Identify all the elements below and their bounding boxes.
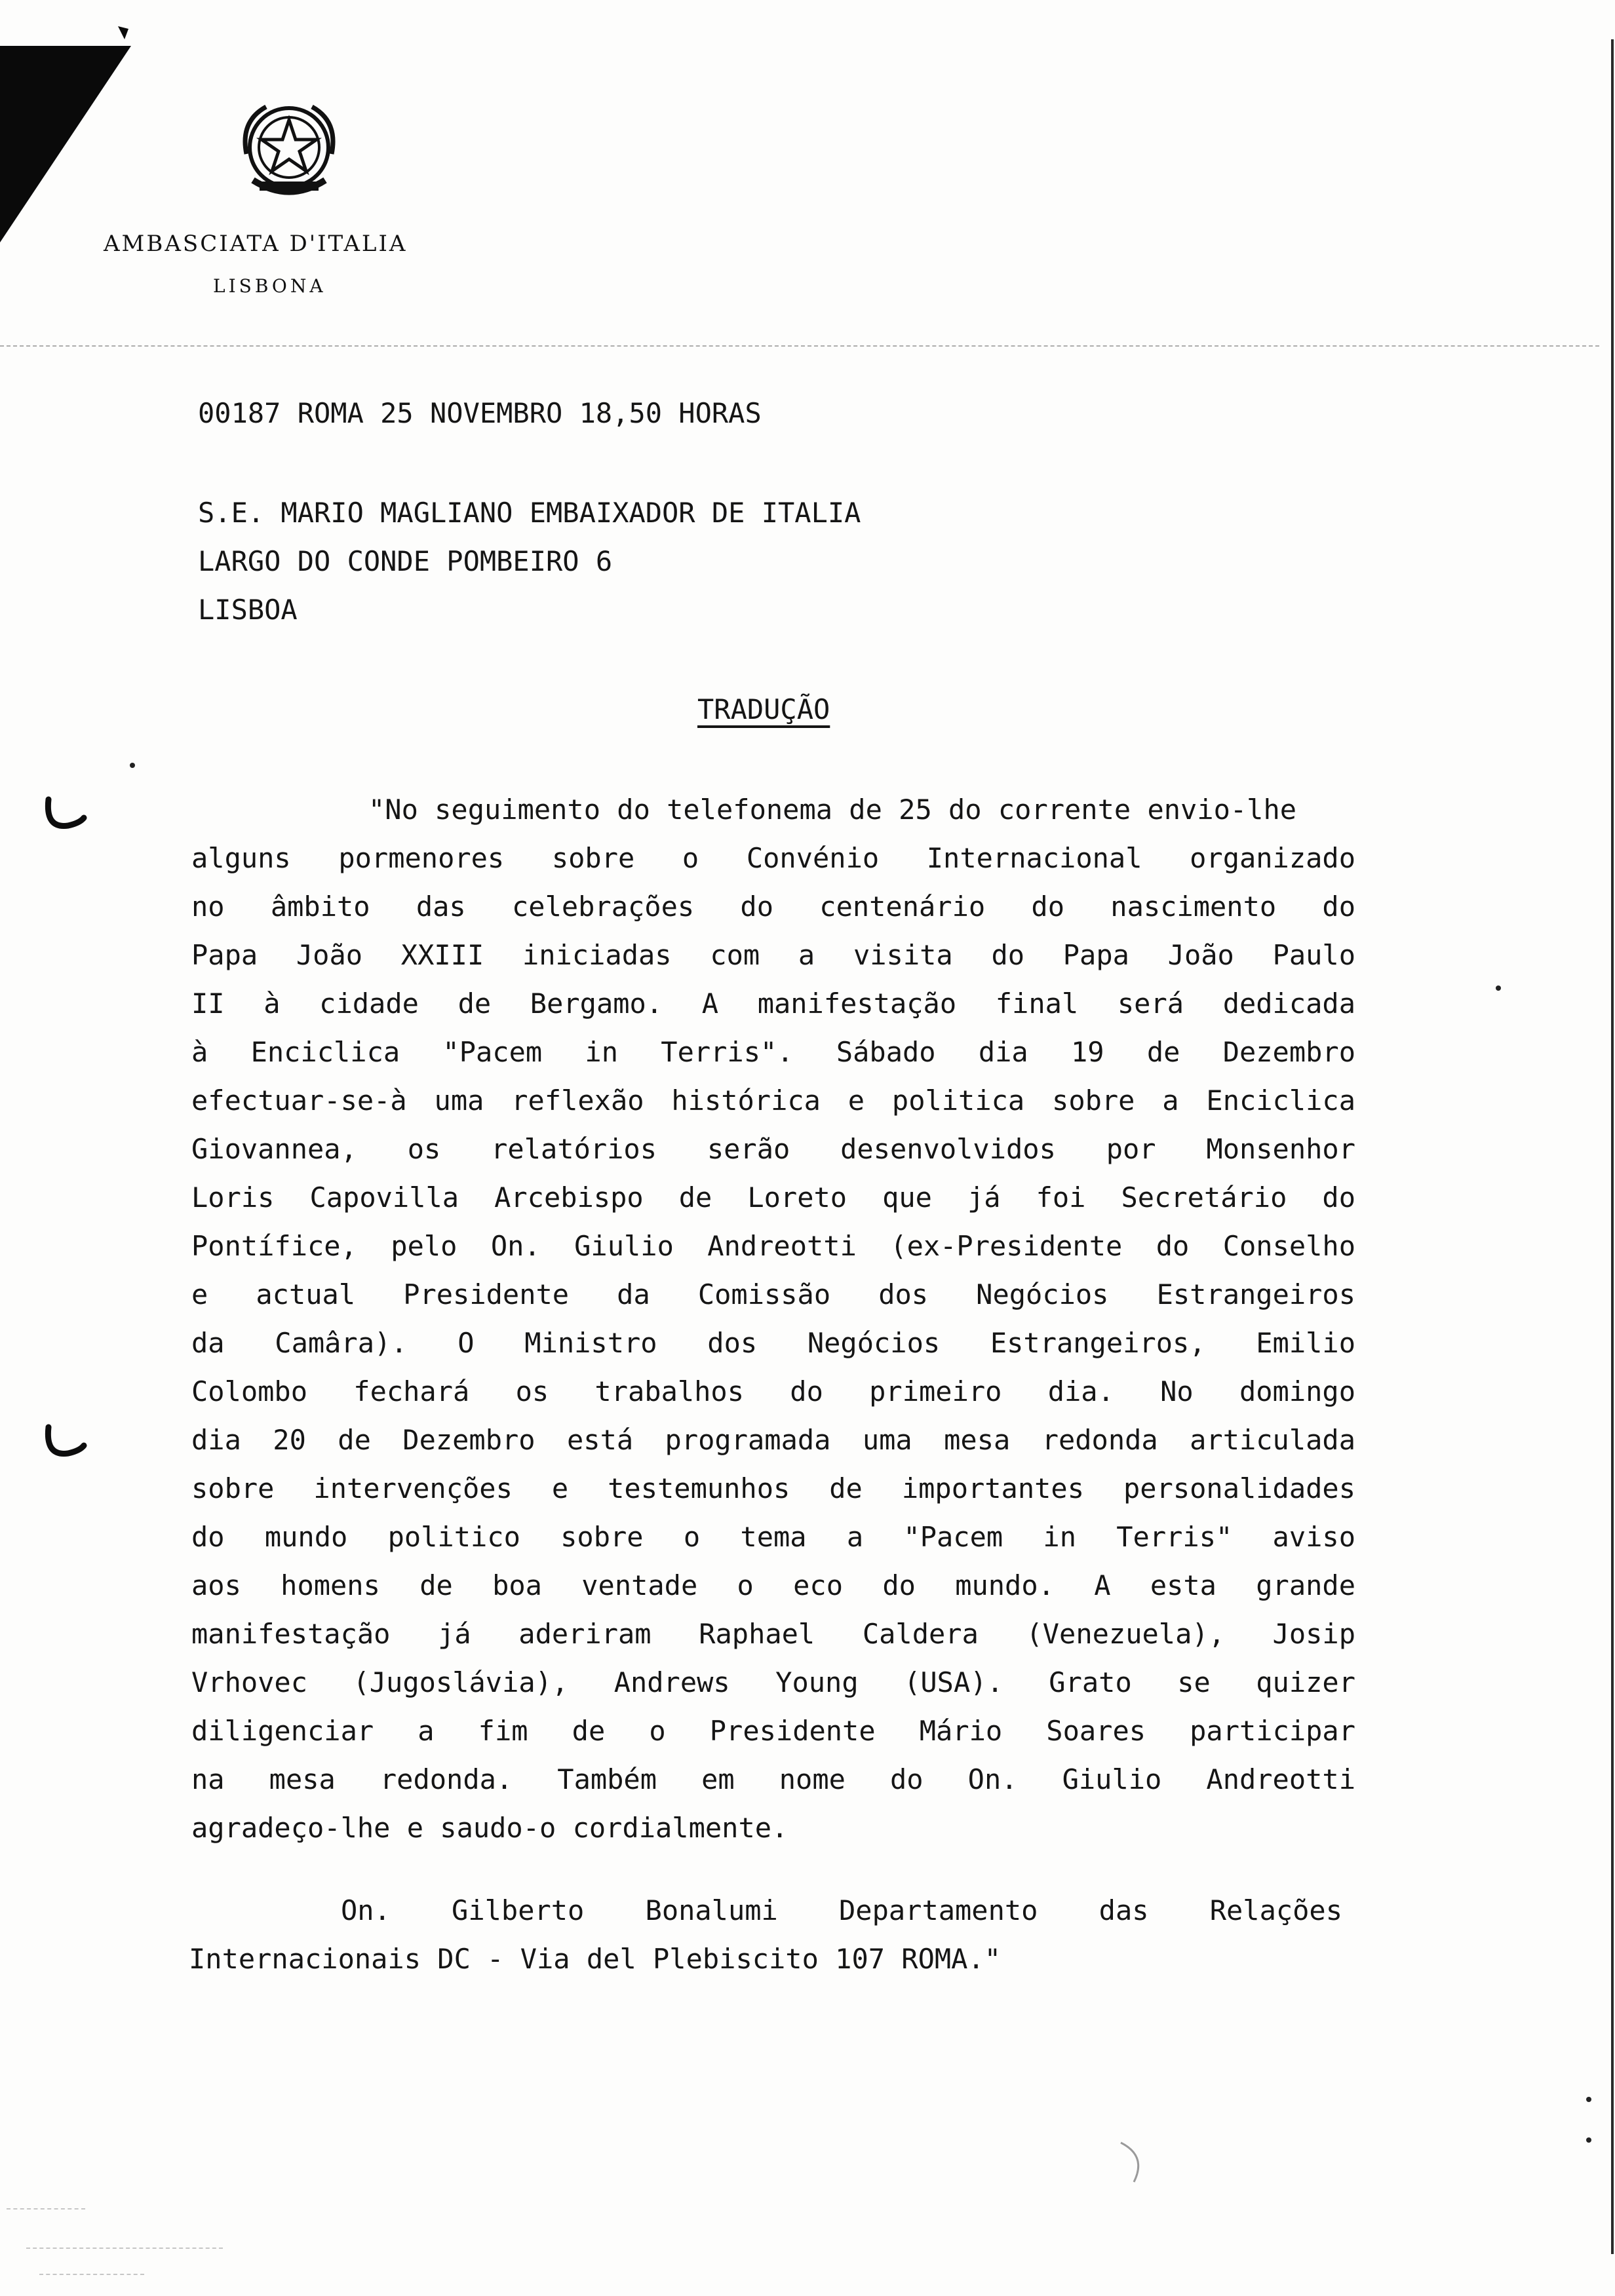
body-line: da Camâra). O Ministro dos Negócios Estrangeiros, Emilio [191,1327,1355,1359]
document-title: TRADUÇÃO [697,693,830,725]
scan-artifact [7,2208,85,2210]
header-divider [0,345,1599,347]
recipient-name: S.E. MARIO MAGLIANO EMBAIXADOR DE ITALIA [198,497,861,529]
recipient-city: LISBOA [198,594,298,626]
body-line: Giovannea, os relatórios serão desenvolvidos por Monsenhor [191,1133,1355,1165]
body-line: Pontífice, pelo On. Giulio Andreotti (ex-Presidente do Conselho [191,1230,1355,1262]
ink-dot [1586,2097,1591,2102]
letterhead-embassy-name: AMBASCIATA D'ITALIA [104,231,408,257]
faint-bracket-mark [1114,2136,1154,2189]
body-line: alguns pormenores sobre o Convénio Internacional organizado [191,842,1355,874]
body-line: "No seguimento do telefonema de 25 do corrente envio-lhe [368,794,1297,826]
ink-dot [1586,2137,1591,2143]
body-line: Loris Capovilla Arcebispo de Loreto que já foi Secretário do [191,1181,1355,1214]
body-line: II à cidade de Bergamo. A manifestação final será dedicada [191,987,1355,1020]
body-line: na mesa redonda. Também em nome do On. Giulio Andreotti [191,1763,1355,1795]
signature-line-2: Internacionais DC - Via del Plebiscito 107 ROMA." [189,1943,1002,1975]
body-line: diligenciar a fim de o Presidente Mário Soares participar [191,1715,1355,1747]
ink-dot [1496,985,1501,991]
body-line: Vrhovec (Jugoslávia), Andrews Young (USA). Grato se quizer [191,1666,1355,1698]
body-line: à Enciclica "Pacem in Terris". Sábado dia 19 de Dezembro [191,1036,1355,1068]
recipient-street: LARGO DO CONDE POMBEIRO 6 [198,545,613,577]
scan-artifact [39,2274,144,2275]
binding-edge [1610,0,1615,2296]
corner-triangle-mark [0,26,138,249]
body-line: efectuar-se-à uma reflexão histórica e politica sobre a Enciclica [191,1084,1355,1117]
letterhead-city: LISBONA [213,275,326,297]
body-line: manifestação já aderiram Raphael Caldera (Venezuela), Josip [191,1618,1355,1650]
body-line: dia 20 de Dezembro está programada uma mesa redonda articulada [191,1424,1355,1456]
margin-hook-icon [42,793,88,839]
body-line: aos homens de boa ventade o eco do mundo. A esta grande [191,1569,1355,1601]
body-line: Papa João XXIII iniciadas com a visita do Papa João Paulo [191,939,1355,971]
margin-hook-icon [42,1421,88,1466]
body-line: no âmbito das celebrações do centenário do nascimento do [191,890,1355,923]
body-line: sobre intervenções e testemunhos de importantes personalidades [191,1472,1355,1504]
body-line: agradeço-lhe e saudo-o cordialmente. [191,1812,788,1844]
body-line: e actual Presidente da Comissão dos Negócios Estrangeiros [191,1278,1355,1311]
dateline: 00187 ROMA 25 NOVEMBRO 18,50 HORAS [198,397,762,429]
body-line: do mundo politico sobre o tema a "Pacem in Terris" aviso [191,1521,1355,1553]
scan-artifact [26,2248,223,2249]
signature-line-1: On. Gilberto Bonalumi Departamento das Relações [341,1894,1342,1926]
italian-republic-emblem-icon [233,95,345,206]
ink-dot [130,763,135,768]
body-line: Colombo fechará os trabalhos do primeiro dia. No domingo [191,1375,1355,1407]
